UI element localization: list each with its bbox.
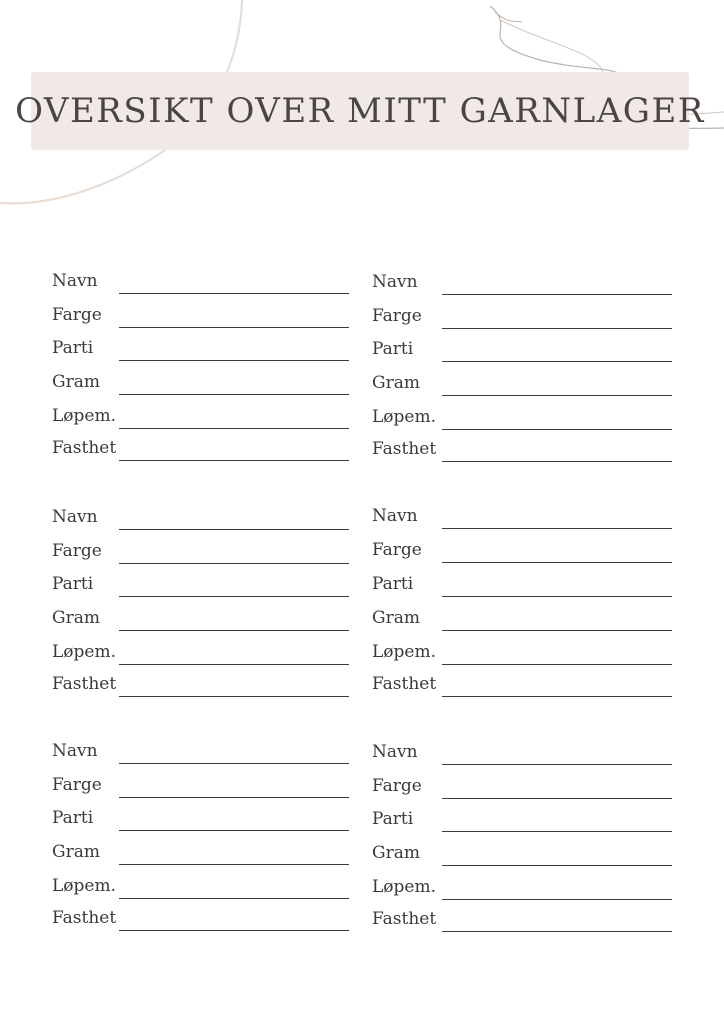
field-label: Løpem.: [372, 407, 436, 427]
write-line[interactable]: [442, 664, 672, 665]
write-line[interactable]: [442, 696, 672, 697]
write-line[interactable]: [442, 361, 672, 362]
field-row: [372, 408, 672, 430]
field-row: [372, 273, 672, 295]
field-row: [372, 307, 672, 329]
write-line[interactable]: [442, 294, 672, 295]
field-label: Navn: [372, 742, 418, 762]
field-row: [372, 609, 672, 631]
field-row: [52, 272, 352, 294]
write-line[interactable]: [442, 865, 672, 866]
field-row: [52, 542, 352, 564]
field-row: [372, 743, 672, 765]
field-row: [372, 440, 672, 462]
field-row: [372, 507, 672, 529]
field-row: [52, 407, 352, 429]
field-label: Farge: [52, 775, 102, 795]
write-line[interactable]: [119, 763, 349, 764]
field-label: Fasthet: [52, 438, 117, 458]
field-label: Fasthet: [372, 674, 437, 694]
field-row: [52, 675, 352, 697]
write-line[interactable]: [119, 529, 349, 530]
title-banner: [15, 72, 705, 150]
field-label: Gram: [52, 842, 100, 862]
field-row: [372, 675, 672, 697]
write-line[interactable]: [442, 931, 672, 932]
write-line[interactable]: [442, 596, 672, 597]
field-label: Gram: [52, 608, 100, 628]
field-row: [372, 844, 672, 866]
field-label: Parti: [52, 338, 94, 358]
page-title: OVERSIKT OVER MITT GARNLAGER: [15, 91, 705, 131]
field-label: Fasthet: [372, 909, 437, 929]
write-line[interactable]: [119, 428, 349, 429]
write-line[interactable]: [442, 528, 672, 529]
write-line[interactable]: [442, 831, 672, 832]
field-label: Parti: [52, 808, 94, 828]
field-row: [52, 306, 352, 328]
write-line[interactable]: [119, 797, 349, 798]
field-label: Parti: [372, 574, 414, 594]
write-line[interactable]: [119, 898, 349, 899]
field-label: Parti: [52, 574, 94, 594]
field-row: [52, 809, 352, 831]
field-label: Farge: [372, 306, 422, 326]
field-label: Navn: [52, 271, 98, 291]
field-label: Gram: [372, 373, 420, 393]
field-row: [52, 643, 352, 665]
write-line[interactable]: [119, 630, 349, 631]
field-row: [52, 373, 352, 395]
field-label: Fasthet: [372, 439, 437, 459]
field-label: Navn: [372, 272, 418, 292]
write-line[interactable]: [119, 394, 349, 395]
field-row: [52, 909, 352, 931]
field-row: [372, 810, 672, 832]
write-line[interactable]: [442, 630, 672, 631]
write-line[interactable]: [119, 460, 349, 461]
field-label: Parti: [372, 809, 414, 829]
write-line[interactable]: [119, 664, 349, 665]
write-line[interactable]: [442, 395, 672, 396]
field-label: Farge: [52, 305, 102, 325]
field-label: Farge: [372, 776, 422, 796]
write-line[interactable]: [442, 461, 672, 462]
field-label: Løpem.: [52, 406, 116, 426]
field-row: [372, 878, 672, 900]
field-label: Løpem.: [372, 642, 436, 662]
field-row: [372, 643, 672, 665]
field-label: Navn: [52, 507, 98, 527]
write-line[interactable]: [119, 360, 349, 361]
field-label: Parti: [372, 339, 414, 359]
field-row: [52, 575, 352, 597]
write-line[interactable]: [119, 327, 349, 328]
field-label: Navn: [52, 741, 98, 761]
write-line[interactable]: [442, 798, 672, 799]
field-row: [372, 541, 672, 563]
write-line[interactable]: [442, 764, 672, 765]
field-label: Løpem.: [52, 876, 116, 896]
field-label: Gram: [372, 843, 420, 863]
write-line[interactable]: [119, 563, 349, 564]
field-row: [52, 439, 352, 461]
write-line[interactable]: [119, 696, 349, 697]
write-line[interactable]: [119, 930, 349, 931]
write-line[interactable]: [119, 596, 349, 597]
field-label: Fasthet: [52, 908, 117, 928]
field-label: Løpem.: [372, 877, 436, 897]
field-row: [52, 742, 352, 764]
write-line[interactable]: [442, 328, 672, 329]
write-line[interactable]: [119, 830, 349, 831]
field-label: Gram: [372, 608, 420, 628]
field-label: Løpem.: [52, 642, 116, 662]
field-row: [52, 508, 352, 530]
write-line[interactable]: [442, 429, 672, 430]
field-label: Fasthet: [52, 674, 117, 694]
field-row: [372, 374, 672, 396]
field-label: Gram: [52, 372, 100, 392]
field-row: [52, 843, 352, 865]
field-label: Navn: [372, 506, 418, 526]
write-line[interactable]: [119, 864, 349, 865]
field-row: [372, 777, 672, 799]
write-line[interactable]: [442, 899, 672, 900]
field-row: [372, 910, 672, 932]
field-label: Farge: [52, 541, 102, 561]
write-line[interactable]: [442, 562, 672, 563]
field-row: [372, 340, 672, 362]
field-row: [52, 877, 352, 899]
field-row: [52, 609, 352, 631]
field-label: Farge: [372, 540, 422, 560]
write-line[interactable]: [119, 293, 349, 294]
field-row: [52, 776, 352, 798]
field-row: [372, 575, 672, 597]
field-row: [52, 339, 352, 361]
